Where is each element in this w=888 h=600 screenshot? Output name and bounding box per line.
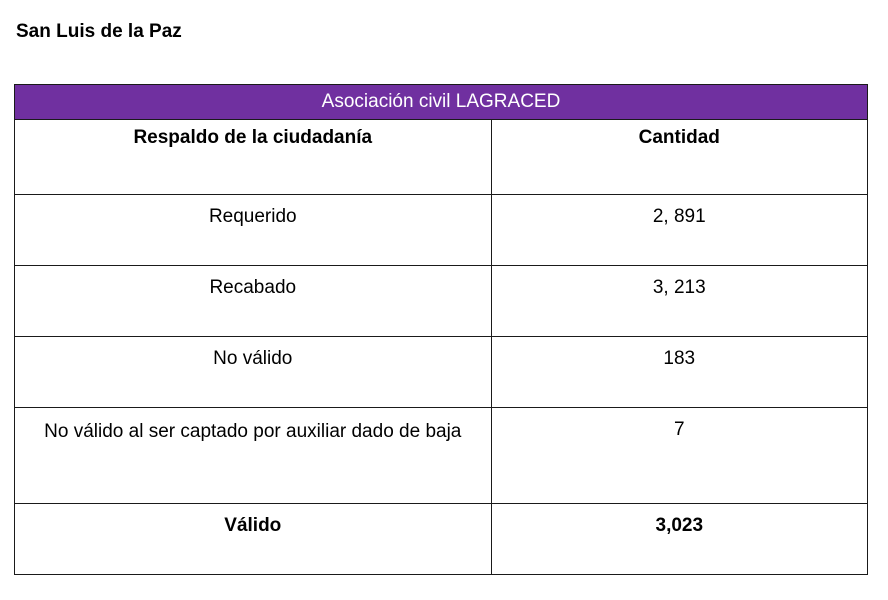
results-table (14, 84, 868, 575)
table-row (15, 408, 868, 504)
table-banner-row (15, 85, 868, 120)
table-row (15, 195, 868, 266)
cell-quantity: 183 (491, 337, 867, 408)
cell-concept: Recabado (15, 266, 492, 337)
table-header-row (15, 120, 868, 195)
cell-quantity: 7 (491, 408, 867, 504)
table-banner: Asociación civil LAGRACED (15, 85, 868, 120)
cell-concept: Requerido (15, 195, 492, 266)
table-total-row (15, 504, 868, 575)
header-concept: Respaldo de la ciudadanía (15, 120, 492, 195)
table-row (15, 266, 868, 337)
cell-concept: No válido (15, 337, 492, 408)
cell-quantity: 3, 213 (491, 266, 867, 337)
table-row (15, 337, 868, 408)
total-concept: Válido (15, 504, 492, 575)
cell-quantity: 2, 891 (491, 195, 867, 266)
cell-concept: No válido al ser captado por auxiliar dado de baja (15, 408, 492, 504)
total-quantity: 3,023 (491, 504, 867, 575)
header-quantity: Cantidad (491, 120, 867, 195)
page-title: San Luis de la Paz (16, 21, 182, 42)
